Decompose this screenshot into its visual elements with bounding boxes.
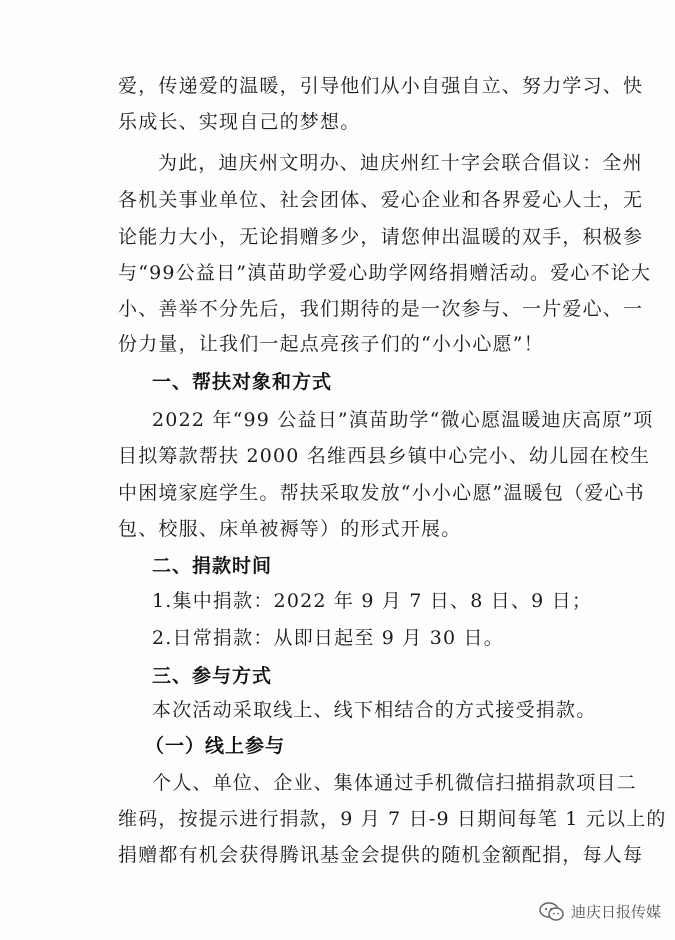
body-line: 目拟筹款帮扶 2000 名维西县乡镇中心完小、幼儿园在校生 xyxy=(118,445,651,467)
section-heading-2: 二、捐款时间 xyxy=(152,555,273,577)
section-heading-1: 一、帮扶对象和方式 xyxy=(152,371,333,393)
watermark xyxy=(539,901,661,922)
section-heading-3: 三、参与方式 xyxy=(152,665,273,687)
body-line: 中困境家庭学生。帮扶采取发放“小小心愿”温暖包（爱心书 xyxy=(118,482,645,504)
body-line: 捐赠都有机会获得腾讯基金会提供的随机金额配捐，每人每 xyxy=(118,844,644,866)
body-line: 1.集中捐款：2022 年 9 月 7 日、8 日、9 日； xyxy=(152,590,593,612)
body-line: 与“99公益日”滇苗助学爱心助学网络捐赠活动。爱心不论大 xyxy=(118,262,652,284)
body-line: 乐成长、实现自己的梦想。 xyxy=(118,111,361,133)
body-line: 为此，迪庆州文明办、迪庆州红十字会联合倡议：全州 xyxy=(158,152,643,174)
body-line: 维码，按提示进行捐款，9 月 7 日-9 日期间每笔 1 元以上的 xyxy=(118,808,667,830)
body-line: 论能力大小，无论捐赠多少，请您伸出温暖的双手，积极参 xyxy=(118,226,644,248)
body-line: 2.日常捐款：从即日起至 9 月 30 日。 xyxy=(152,627,504,649)
body-line: 各机关事业单位、社会团体、爱心企业和各界爱心人士，无 xyxy=(118,189,644,211)
body-line: 爱，传递爱的温暖，引导他们从小自强自立、努力学习、快 xyxy=(118,75,644,97)
body-line: 小、善举不分先后，我们期待的是一次参与、一片爱心、一 xyxy=(118,298,644,320)
body-line: 份力量，让我们一起点亮孩子们的“小小心愿”！ xyxy=(118,333,544,355)
watermark-label: 迪庆日报传媒 xyxy=(570,903,661,921)
wechat-icon xyxy=(539,902,565,922)
body-line: 2022 年“99 公益日”滇苗助学“微心愿温暖迪庆高原”项 xyxy=(152,409,654,431)
body-line: 包、校服、床单被褥等）的形式开展。 xyxy=(118,518,462,540)
body-line: 本次活动采取线上、线下相结合的方式接受捐款。 xyxy=(152,699,597,721)
subsection-heading-1: （一）线上参与 xyxy=(145,735,286,757)
body-line: 个人、单位、企业、集体通过手机微信扫描捐款项目二 xyxy=(152,772,637,794)
